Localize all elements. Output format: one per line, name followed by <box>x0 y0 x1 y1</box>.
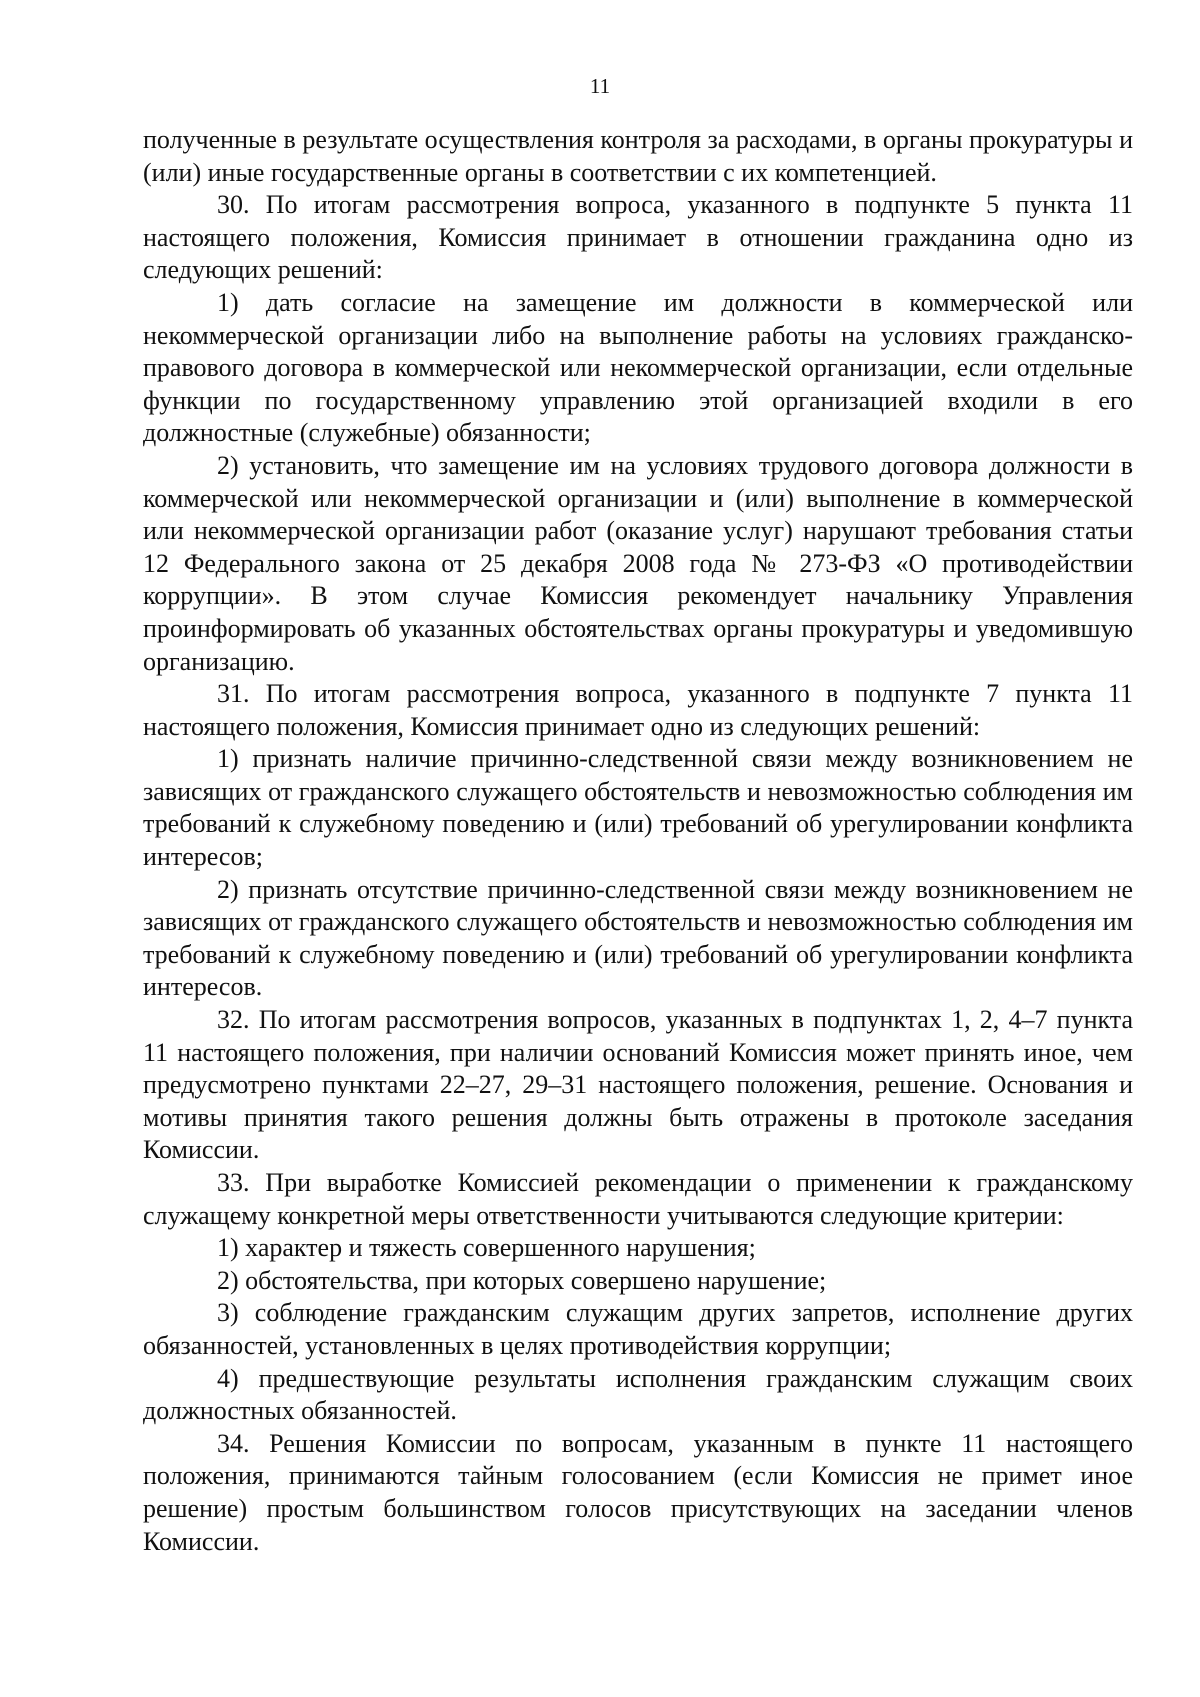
paragraph-item-33-1: 1) характер и тяжесть совершенного нарушения; <box>217 1233 756 1263</box>
paragraph-item-31-2: 2) признать отсутствие причинно-следственной связи между возникновением не зависящих от гражданского служащего обстоятельств и невозможностью соблюдения им требований к служебному поведению и (или) требований об урегулировании конфликта интересов. <box>143 874 1133 1002</box>
paragraph-continuation: полученные в результате осуществления контроля за расходами, в органы прокуратуры и (или) иные государственные органы в соответствии с их компетенцией. <box>143 125 1133 187</box>
paragraph-item-31-1: 1) признать наличие причинно-следственной связи между возникновением не зависящих от гражданского служащего обстоятельств и невозможностью соблюдения им требований к служебному поведению и (или) требований об урегулировании конфликта интересов; <box>143 744 1133 872</box>
paragraph-item-33-3: 3) соблюдение гражданским служащим других запретов, исполнение других обязанностей, установленных в целях противодействия коррупции; <box>143 1298 1133 1360</box>
paragraph-item-30-2: 2) установить, что замещение им на условиях трудового договора должности в коммерческой или некоммерческой организации и (или) выполнение в коммерческой или некоммерческой организации работ (оказание услуг) нарушают требования статьи 12 Федерального закона от 25 декабря 2008 года № 273-ФЗ «О противодействии коррупции». В этом случае Комиссия рекомендует начальнику Управления проинформировать об указанных обстоятельствах органы прокуратуры и уведомившую организацию. <box>143 450 1133 676</box>
paragraph-item-30-1: 1) дать согласие на замещение им должности в коммерческой или некоммерческой организации либо на выполнение работы на условиях гражданско-правового договора в коммерческой или некоммерческой организации, если отдельные функции по государственному управлению этой организацией входили в его должностные (служебные) обязанности; <box>143 287 1133 448</box>
paragraph-item-30: 30. По итогам рассмотрения вопроса, указанного в подпункте 5 пункта 11 настоящего положения, Комиссия принимает в отношении гражданина одно из следующих решений: <box>143 190 1133 285</box>
paragraph-item-33-4: 4) предшествующие результаты исполнения гражданским служащим своих должностных обязанностей. <box>143 1363 1133 1426</box>
paragraph-item-33-2: 2) обстоятельства, при которых совершено нарушение; <box>217 1265 827 1295</box>
paragraph-item-32: 32. По итогам рассмотрения вопросов, указанных в подпунктах 1, 2, 4–7 пункта 11 настоящего положения, при наличии оснований Комиссия может принять иное, чем предусмотрено пунктами 22–27, 29–31 настоящего положения, решение. Основания и мотивы принятия такого решения должны быть отражены в протоколе заседания Комиссии. <box>143 1005 1133 1165</box>
paragraph-item-33: 33. При выработке Комиссией рекомендации о применении к гражданскому служащему конкретной меры ответственности учитываются следующие критерии: <box>143 1168 1133 1230</box>
paragraph-item-34: 34. Решения Комиссии по вопросам, указанным в пункте 11 настоящего положения, принимаются тайным голосованием (если Комиссия не примет иное решение) простым большинством голосов присутствующих на заседании членов Комиссии. <box>143 1428 1133 1556</box>
document-body <box>143 124 1133 1558</box>
paragraph-item-31: 31. По итогам рассмотрения вопроса, указанного в подпункте 7 пункта 11 настоящего положения, Комиссия принимает одно из следующих решений: <box>143 679 1133 741</box>
page-number: 11 <box>589 74 611 98</box>
